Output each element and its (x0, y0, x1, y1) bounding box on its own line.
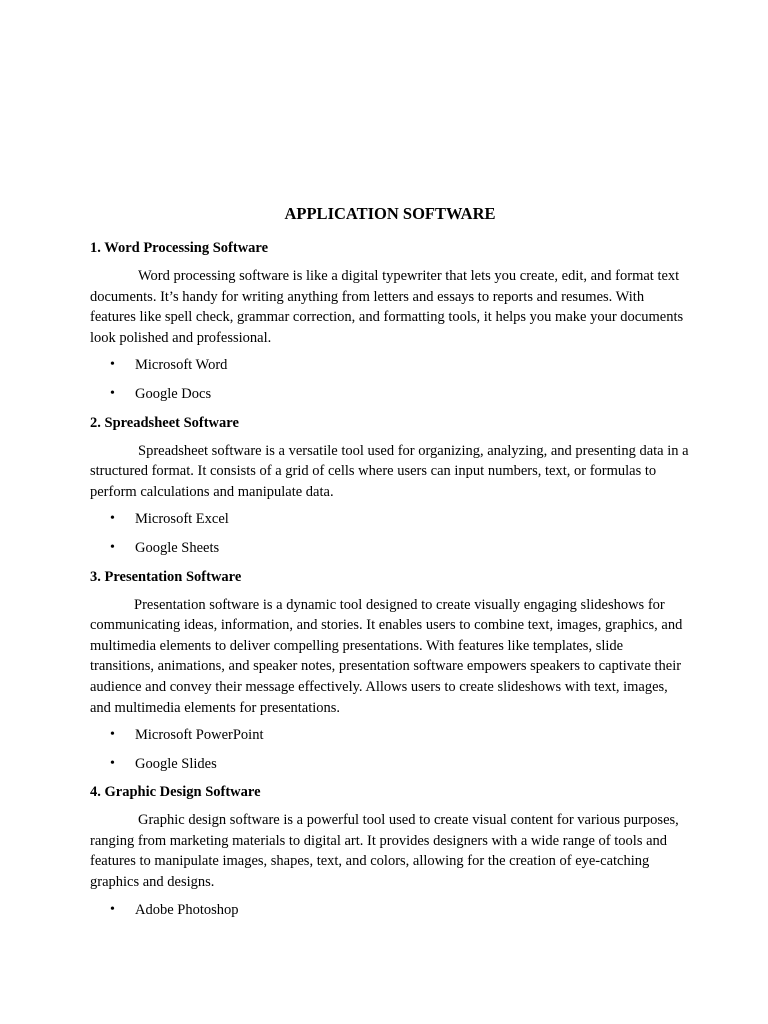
section-paragraph: Word processing software is like a digital typewriter that lets you create, edit, and format text documents. It’s handy for writing anything from letters and essays to reports and resumes. With features like spell check, grammar correction, and formatting tools, it helps you make your documents look polished and professional. (90, 268, 684, 346)
section-heading: 4. Graphic Design Software (90, 784, 261, 801)
bullet-list (90, 509, 690, 558)
section-heading: 2. Spreadsheet Software (90, 414, 239, 431)
bullet-icon: • (110, 357, 115, 373)
list-item (90, 754, 690, 774)
bullet-icon: • (110, 755, 115, 771)
list-item (90, 509, 690, 529)
document-title: APPLICATION SOFTWARE (284, 204, 496, 223)
bullet-icon: • (110, 511, 115, 527)
list-item-label: Microsoft Word (135, 357, 228, 374)
bullet-list (90, 355, 690, 404)
section-paragraph: Graphic design software is a powerful tool used to create visual content for various purposes, ranging from marketing materials to digital art. It provides designers with a wide range of tools and features to manipulate images, shapes, text, and colors, allowing for the creation of eye-catching graphics and designs. (90, 812, 679, 891)
list-item-label: Microsoft PowerPoint (135, 727, 264, 744)
list-item (90, 725, 690, 745)
section-heading: 1. Word Processing Software (90, 240, 269, 256)
bullet-icon: • (110, 727, 115, 743)
section-heading: 3. Presentation Software (90, 568, 242, 585)
list-item-label: Google Sheets (135, 539, 220, 556)
list-item-label: Adobe Photoshop (135, 901, 239, 918)
section-presentation (90, 567, 690, 774)
list-item (90, 384, 690, 404)
list-item (90, 900, 690, 920)
section-graphic-design (90, 782, 690, 919)
section-word-processing (90, 238, 690, 404)
section-spreadsheet (90, 413, 690, 558)
list-item-label: Google Slides (135, 755, 217, 772)
document-page (90, 203, 690, 928)
section-paragraph: Presentation software is a dynamic tool designed to create visually engaging slideshows for communicating ideas, information, and stories. It enables users to combine text, images, graphics, and multimedia elements to deliver compelling presentations. With features like templates, slide transitions, animations, and speaker notes, presentation software empowers speakers to captivate their audience and convey their message effectively. Allows users to create slideshows with text, images, and multimedia elements for presentations. (90, 596, 683, 716)
list-item-label: Google Docs (135, 385, 212, 402)
list-item (90, 355, 690, 375)
list-item-label: Microsoft Excel (135, 511, 229, 528)
bullet-icon: • (110, 539, 115, 555)
section-paragraph: Spreadsheet software is a versatile tool used for organizing, analyzing, and presenting data in a structured format. It consists of a grid of cells where users can input numbers, text, or formulas to perform calculations and manipulate data. (90, 442, 689, 500)
bullet-list (90, 725, 690, 774)
list-item (90, 538, 690, 558)
bullet-icon: • (110, 385, 115, 401)
bullet-icon: • (110, 901, 115, 917)
bullet-list (90, 900, 690, 920)
